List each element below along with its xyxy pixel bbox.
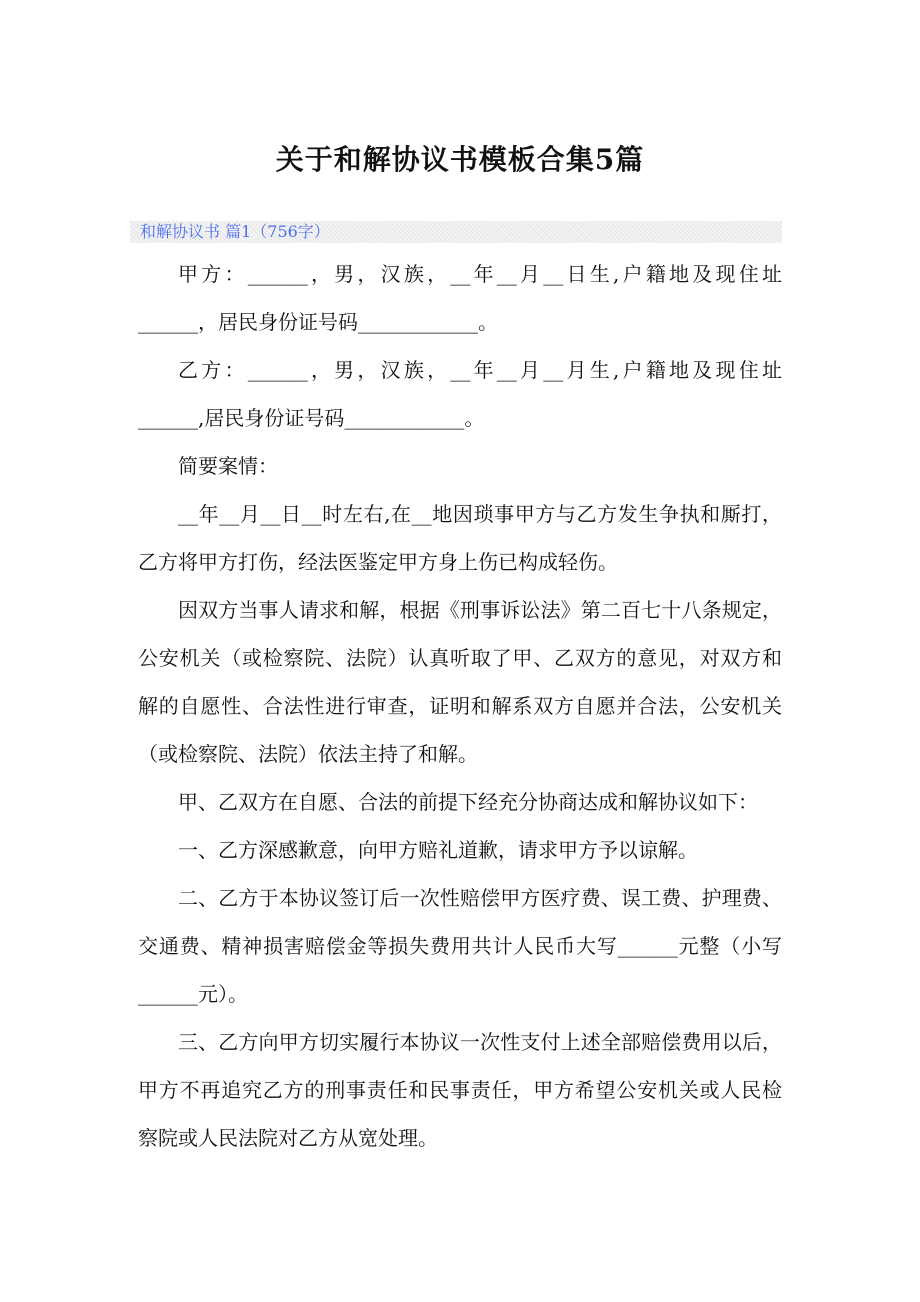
paragraph-line: 乙方将甲方打伤，经法医鉴定甲方身上伤已构成轻伤。: [138, 550, 618, 574]
paragraph-line: ______元）。: [138, 982, 248, 1006]
paragraph: [138, 826, 782, 874]
paragraph-line: 察院或人民法院对乙方从宽处理。: [138, 1126, 438, 1150]
paragraph-line: 因双方当事人请求和解，根据《刑事诉讼法》第二百七十八条规定，: [178, 598, 782, 622]
document-body: [138, 250, 782, 1162]
paragraph-line: （或检察院、法院）依法主持了和解。: [138, 742, 478, 766]
paragraph-line: ______，居民身份证号码____________。: [138, 310, 498, 334]
section-heading-bar: [130, 221, 782, 243]
paragraph-line: 甲、乙双方在自愿、合法的前提下经充分协商达成和解协议如下：: [178, 790, 758, 814]
paragraph-line: ______,居民身份证号码____________。: [138, 406, 485, 430]
section-heading: 和解协议书 篇1（756字）: [140, 222, 330, 241]
paragraph-line: 简要案情：: [178, 454, 278, 478]
paragraph: [138, 442, 782, 490]
paragraph-line: 公安机关（或检察院、法院）认真听取了甲、乙双方的意见，对双方和: [138, 646, 782, 670]
paragraph: [138, 490, 782, 586]
paragraph: [138, 250, 782, 346]
paragraph-line: 解的自愿性、合法性进行审查，证明和解系双方自愿并合法，公安机关: [138, 694, 782, 718]
paragraph-line: 一、乙方深感歉意，向甲方赔礼道歉，请求甲方予以谅解。: [178, 838, 698, 862]
paragraph-line: 三、乙方向甲方切实履行本协议一次性支付上述全部赔偿费用以后，: [178, 1030, 782, 1054]
paragraph: [138, 586, 782, 778]
paragraph-line: __年__月__日__时左右,在__地因琐事甲方与乙方发生争执和厮打，: [178, 502, 782, 526]
paragraph: [138, 874, 782, 1018]
paragraph-line: 甲方：______，男，汉族，__年__月__日生,户籍地及现住址: [178, 262, 782, 286]
paragraph-line: 二、乙方于本协议签订后一次性赔偿甲方医疗费、误工费、护理费、: [178, 886, 782, 910]
paragraph: [138, 1018, 782, 1162]
paragraph-line: 甲方不再追究乙方的刑事责任和民事责任，甲方希望公安机关或人民检: [138, 1078, 782, 1102]
paragraph: [138, 346, 782, 442]
paragraph-line: 乙方：______，男，汉族，__年__月__月生,户籍地及现住址: [178, 358, 782, 382]
document-title: 关于和解协议书模板合集5篇: [275, 143, 645, 176]
paragraph: [138, 778, 782, 826]
paragraph-line: 交通费、精神损害赔偿金等损失费用共计人民币大写______元整（小写: [138, 934, 782, 958]
